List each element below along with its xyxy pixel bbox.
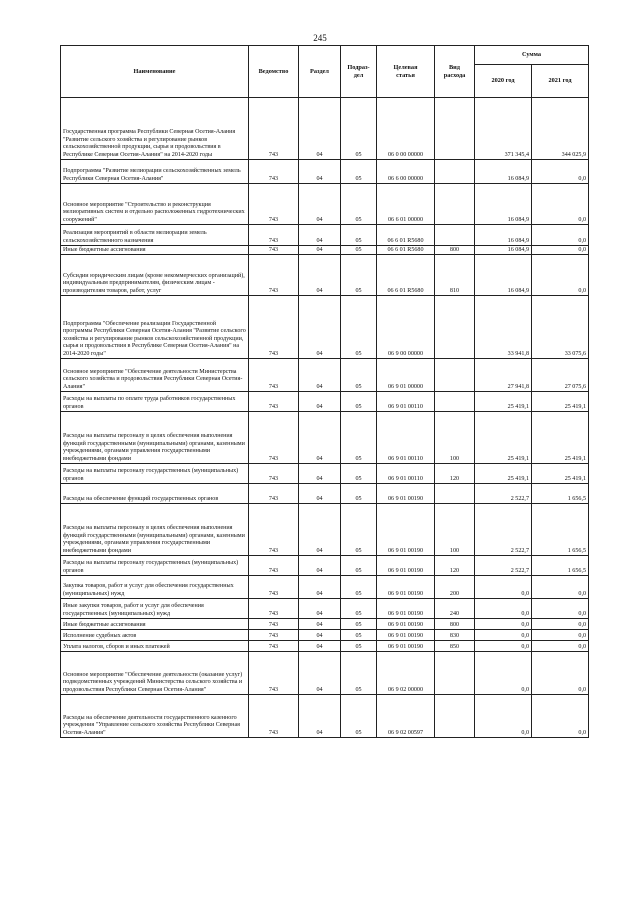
table-cell-dept: 743 bbox=[249, 504, 299, 556]
table-cell-target: 06 6 01 00000 bbox=[377, 184, 435, 225]
table-cell-target: 06 9 01 00190 bbox=[377, 619, 435, 630]
header-subsection: Подраз- дел bbox=[341, 46, 377, 98]
table-cell-subsection: 05 bbox=[341, 392, 377, 412]
table-cell-2021: 0,0 bbox=[532, 599, 589, 619]
table-cell-2021: 0,0 bbox=[532, 160, 589, 184]
table-cell-section: 04 bbox=[299, 255, 341, 296]
table-cell-section: 04 bbox=[299, 695, 341, 738]
table-cell-section: 04 bbox=[299, 599, 341, 619]
table-cell-section: 04 bbox=[299, 619, 341, 630]
table-cell-2021: 0,0 bbox=[532, 184, 589, 225]
table-cell-subsection: 05 bbox=[341, 576, 377, 599]
table-row bbox=[61, 630, 589, 641]
table-cell-exp-type: 800 bbox=[435, 619, 475, 630]
header-dept: Ведомство bbox=[249, 46, 299, 98]
table-cell-2020: 2 522,7 bbox=[475, 504, 532, 556]
table-cell-dept: 743 bbox=[249, 464, 299, 484]
table-cell-target: 06 9 01 00000 bbox=[377, 359, 435, 392]
table-cell-exp-type: 240 bbox=[435, 599, 475, 619]
table-cell-2021: 0,0 bbox=[532, 641, 589, 652]
table-cell-2021: 33 075,6 bbox=[532, 296, 589, 359]
table-cell-target: 06 9 01 00110 bbox=[377, 412, 435, 464]
table-cell-target: 06 9 01 00110 bbox=[377, 464, 435, 484]
table-cell-exp-type: 100 bbox=[435, 504, 475, 556]
table-cell-dept: 743 bbox=[249, 641, 299, 652]
table-cell-name: Основное мероприятие "Строительство и реконструкция мелиоративных систем и отдельно расположенных гидротехнических сооружений" bbox=[61, 184, 249, 225]
table-cell-2020: 27 941,8 bbox=[475, 359, 532, 392]
table-cell-2020: 0,0 bbox=[475, 619, 532, 630]
table-cell-section: 04 bbox=[299, 246, 341, 255]
table-cell-target: 06 9 01 00190 bbox=[377, 599, 435, 619]
table-cell-exp-type: 120 bbox=[435, 464, 475, 484]
table-cell-section: 04 bbox=[299, 576, 341, 599]
table-cell-section: 04 bbox=[299, 184, 341, 225]
table-cell-exp-type: 200 bbox=[435, 576, 475, 599]
table-cell-subsection: 05 bbox=[341, 255, 377, 296]
table-cell-2020: 25 419,1 bbox=[475, 464, 532, 484]
table-cell-subsection: 05 bbox=[341, 412, 377, 464]
table-cell-target: 06 6 01 R5680 bbox=[377, 225, 435, 246]
table-cell-2020: 25 419,1 bbox=[475, 392, 532, 412]
table-cell-dept: 743 bbox=[249, 556, 299, 576]
table-cell-2021: 0,0 bbox=[532, 225, 589, 246]
table-cell-exp-type: 120 bbox=[435, 556, 475, 576]
table-cell-exp-type: 810 bbox=[435, 255, 475, 296]
table-cell-2020: 0,0 bbox=[475, 630, 532, 641]
table-cell-exp-type bbox=[435, 160, 475, 184]
table-row bbox=[61, 599, 589, 619]
table-cell-dept: 743 bbox=[249, 225, 299, 246]
table-cell-dept: 743 bbox=[249, 296, 299, 359]
table-cell-exp-type bbox=[435, 184, 475, 225]
table-row bbox=[61, 246, 589, 255]
table-cell-dept: 743 bbox=[249, 576, 299, 599]
table-cell-2020: 16 084,9 bbox=[475, 225, 532, 246]
table-cell-name: Иные закупки товаров, работ и услуг для обеспечения государственных (муниципальных) нужд bbox=[61, 599, 249, 619]
table-cell-target: 06 9 02 00597 bbox=[377, 695, 435, 738]
header-2021: 2021 год bbox=[532, 65, 589, 98]
table-cell-exp-type: 800 bbox=[435, 246, 475, 255]
table-cell-name: Расходы на выплаты персоналу в целях обеспечения выполнения функций государственными (муниципальными) органами, казенными учреждениями, органами управления государственными внебюджетными фондами bbox=[61, 504, 249, 556]
table-cell-subsection: 05 bbox=[341, 695, 377, 738]
table-cell-section: 04 bbox=[299, 160, 341, 184]
table-cell-section: 04 bbox=[299, 225, 341, 246]
table-body bbox=[61, 98, 589, 738]
table-cell-subsection: 05 bbox=[341, 296, 377, 359]
table-cell-2021: 0,0 bbox=[532, 652, 589, 695]
table-cell-name: Государственная программа Республики Северная Осетия-Алания "Развитие сельского хозяйства и регулирование рынков сельскохозяйственной продукции, сырья и продовольствия в Республике Северная Осетия-Алания" на 2014-2020 годы bbox=[61, 98, 249, 160]
table-cell-2020: 0,0 bbox=[475, 599, 532, 619]
table-cell-name: Реализация мероприятий в области мелиорации земель сельскохозяйственного назначения bbox=[61, 225, 249, 246]
table-cell-dept: 743 bbox=[249, 630, 299, 641]
table-cell-dept: 743 bbox=[249, 98, 299, 160]
page-number: 245 bbox=[313, 33, 327, 43]
table-cell-exp-type bbox=[435, 392, 475, 412]
table-cell-name: Основное мероприятие "Обеспечение деятельности Министерства сельского хозяйства и продовольствия Республики Северная Осетия-Алания" bbox=[61, 359, 249, 392]
table-cell-subsection: 05 bbox=[341, 246, 377, 255]
table-cell-section: 04 bbox=[299, 652, 341, 695]
table-cell-target: 06 9 01 00190 bbox=[377, 576, 435, 599]
table-cell-subsection: 05 bbox=[341, 556, 377, 576]
table-cell-2021: 25 419,1 bbox=[532, 412, 589, 464]
table-cell-target: 06 0 00 00000 bbox=[377, 98, 435, 160]
table-cell-section: 04 bbox=[299, 392, 341, 412]
table-cell-section: 04 bbox=[299, 484, 341, 504]
table-cell-exp-type bbox=[435, 484, 475, 504]
table-cell-2020: 2 522,7 bbox=[475, 556, 532, 576]
table-row bbox=[61, 641, 589, 652]
table-cell-2021: 0,0 bbox=[532, 630, 589, 641]
table-cell-section: 04 bbox=[299, 641, 341, 652]
table-row bbox=[61, 652, 589, 695]
table-cell-2021: 0,0 bbox=[532, 619, 589, 630]
table-cell-subsection: 05 bbox=[341, 504, 377, 556]
header-section: Раздел bbox=[299, 46, 341, 98]
table-row bbox=[61, 184, 589, 225]
table-cell-2020: 2 522,7 bbox=[475, 484, 532, 504]
table-cell-target: 06 9 01 00110 bbox=[377, 392, 435, 412]
table-cell-name: Расходы на выплаты персоналу государственных (муниципальных) органов bbox=[61, 556, 249, 576]
table-cell-2020: 0,0 bbox=[475, 641, 532, 652]
table-cell-2021: 25 419,1 bbox=[532, 464, 589, 484]
table-cell-exp-type: 830 bbox=[435, 630, 475, 641]
header-target: Целевая статья bbox=[377, 46, 435, 98]
table-cell-section: 04 bbox=[299, 630, 341, 641]
table-cell-subsection: 05 bbox=[341, 464, 377, 484]
table-cell-section: 04 bbox=[299, 556, 341, 576]
table-row bbox=[61, 296, 589, 359]
table-cell-subsection: 05 bbox=[341, 599, 377, 619]
table-row bbox=[61, 98, 589, 160]
table-cell-2020: 371 345,4 bbox=[475, 98, 532, 160]
table-cell-dept: 743 bbox=[249, 160, 299, 184]
table-cell-name: Подпрограмма "Развитие мелиорации сельскохозяйственных земель Республики Северная Осетия-Алания" bbox=[61, 160, 249, 184]
table-row bbox=[61, 619, 589, 630]
table-cell-subsection: 05 bbox=[341, 641, 377, 652]
table-cell-dept: 743 bbox=[249, 619, 299, 630]
table-cell-name: Уплата налогов, сборов и иных платежей bbox=[61, 641, 249, 652]
table-cell-2021: 1 656,5 bbox=[532, 556, 589, 576]
table-cell-2021: 0,0 bbox=[532, 255, 589, 296]
table-cell-section: 04 bbox=[299, 296, 341, 359]
header-name: Наименование bbox=[61, 46, 249, 98]
table-cell-name: Закупка товаров, работ и услуг для обеспечения государственных (муниципальных) нужд bbox=[61, 576, 249, 599]
table-cell-target: 06 6 01 R5680 bbox=[377, 246, 435, 255]
table-cell-dept: 743 bbox=[249, 412, 299, 464]
table-cell-exp-type bbox=[435, 359, 475, 392]
table-row bbox=[61, 225, 589, 246]
table-cell-2021: 0,0 bbox=[532, 695, 589, 738]
table-cell-2020: 16 084,9 bbox=[475, 255, 532, 296]
table-cell-2020: 0,0 bbox=[475, 652, 532, 695]
table-cell-subsection: 05 bbox=[341, 225, 377, 246]
table-cell-subsection: 05 bbox=[341, 98, 377, 160]
table-cell-dept: 743 bbox=[249, 246, 299, 255]
table-cell-section: 04 bbox=[299, 98, 341, 160]
table-row bbox=[61, 412, 589, 464]
table-cell-section: 04 bbox=[299, 359, 341, 392]
table-cell-2021: 1 656,5 bbox=[532, 484, 589, 504]
table-cell-2021: 1 656,5 bbox=[532, 504, 589, 556]
table-row bbox=[61, 695, 589, 738]
table-cell-section: 04 bbox=[299, 504, 341, 556]
table-cell-dept: 743 bbox=[249, 599, 299, 619]
header-exp-type: Вид расхода bbox=[435, 46, 475, 98]
table-cell-2020: 16 084,9 bbox=[475, 246, 532, 255]
table-cell-target: 06 9 01 00190 bbox=[377, 504, 435, 556]
table-row bbox=[61, 484, 589, 504]
table-cell-name: Иные бюджетные ассигнования bbox=[61, 619, 249, 630]
table-cell-dept: 743 bbox=[249, 359, 299, 392]
table-cell-subsection: 05 bbox=[341, 484, 377, 504]
table-cell-target: 06 9 02 00000 bbox=[377, 652, 435, 695]
table-cell-2021: 0,0 bbox=[532, 246, 589, 255]
table-row bbox=[61, 464, 589, 484]
table-cell-subsection: 05 bbox=[341, 619, 377, 630]
table-cell-2021: 25 419,1 bbox=[532, 392, 589, 412]
table-cell-2021: 344 025,9 bbox=[532, 98, 589, 160]
table-cell-section: 04 bbox=[299, 464, 341, 484]
table-row bbox=[61, 255, 589, 296]
table-cell-dept: 743 bbox=[249, 392, 299, 412]
table-cell-exp-type bbox=[435, 225, 475, 246]
table-cell-section: 04 bbox=[299, 412, 341, 464]
budget-table bbox=[60, 45, 589, 738]
table-cell-subsection: 05 bbox=[341, 184, 377, 225]
table-cell-dept: 743 bbox=[249, 484, 299, 504]
table-cell-2020: 33 941,8 bbox=[475, 296, 532, 359]
table-cell-exp-type: 100 bbox=[435, 412, 475, 464]
table-cell-subsection: 05 bbox=[341, 652, 377, 695]
table-cell-name: Расходы на обеспечение деятельности государственного казенного учреждения "Управление сельского хозяйства Республики Северная Осетия-Алания" bbox=[61, 695, 249, 738]
table-cell-2020: 25 419,1 bbox=[475, 412, 532, 464]
table-cell-exp-type bbox=[435, 296, 475, 359]
table-cell-dept: 743 bbox=[249, 695, 299, 738]
table-cell-2020: 0,0 bbox=[475, 576, 532, 599]
table-row bbox=[61, 576, 589, 599]
table-cell-exp-type bbox=[435, 695, 475, 738]
table-cell-dept: 743 bbox=[249, 255, 299, 296]
table-cell-target: 06 9 01 00190 bbox=[377, 630, 435, 641]
table-cell-subsection: 05 bbox=[341, 160, 377, 184]
table-cell-target: 06 9 01 00190 bbox=[377, 641, 435, 652]
table-cell-target: 06 9 00 00000 bbox=[377, 296, 435, 359]
table-cell-2020: 0,0 bbox=[475, 695, 532, 738]
header-sum: Сумма bbox=[475, 46, 589, 65]
table-row bbox=[61, 504, 589, 556]
table-cell-name: Основное мероприятие "Обеспечение деятельности (оказание услуг) подведомственных учреждений Министерства сельского хозяйства и продовольствия Республики Северная Осетия-Алания" bbox=[61, 652, 249, 695]
table-cell-target: 06 6 01 R5680 bbox=[377, 255, 435, 296]
table-cell-name: Иные бюджетные ассигнования bbox=[61, 246, 249, 255]
table-row bbox=[61, 392, 589, 412]
table-cell-exp-type bbox=[435, 652, 475, 695]
table-cell-dept: 743 bbox=[249, 652, 299, 695]
table-cell-subsection: 05 bbox=[341, 630, 377, 641]
table-row bbox=[61, 359, 589, 392]
table-cell-dept: 743 bbox=[249, 184, 299, 225]
header-2020: 2020 год bbox=[475, 65, 532, 98]
table-cell-target: 06 9 01 00190 bbox=[377, 484, 435, 504]
table-cell-name: Субсидии юридическим лицам (кроме некоммерческих организаций), индивидуальным предпринимателям, физическим лицам - производителям товаров, работ, услуг bbox=[61, 255, 249, 296]
table-row bbox=[61, 160, 589, 184]
table-cell-name: Расходы на выплаты по оплате труда работников государственных органов bbox=[61, 392, 249, 412]
table-cell-name: Расходы на выплаты персоналу в целях обеспечения выполнения функций государственными (муниципальными) органами, казенными учреждениями, органами управления государственными внебюджетными фондами bbox=[61, 412, 249, 464]
table-cell-2020: 16 084,9 bbox=[475, 184, 532, 225]
table-cell-exp-type: 850 bbox=[435, 641, 475, 652]
table-cell-target: 06 6 00 00000 bbox=[377, 160, 435, 184]
table-row bbox=[61, 556, 589, 576]
table-cell-subsection: 05 bbox=[341, 359, 377, 392]
table-cell-exp-type bbox=[435, 98, 475, 160]
table-cell-2021: 27 075,6 bbox=[532, 359, 589, 392]
table-cell-name: Расходы на выплаты персоналу государственных (муниципальных) органов bbox=[61, 464, 249, 484]
table-cell-name: Расходы на обеспечение функций государственных органов bbox=[61, 484, 249, 504]
table-cell-name: Подпрограмма "Обеспечение реализации Государственной программы Республики Северная Осетия-Алания "Развитие сельского хозяйства и регулирование рынков сельскохозяйственной продукции, сырья и продовольствия в Республике Северная Осетия-Алания" на 2014-2020 годы" bbox=[61, 296, 249, 359]
table-cell-name: Исполнение судебных актов bbox=[61, 630, 249, 641]
table-cell-target: 06 9 01 00190 bbox=[377, 556, 435, 576]
table-cell-2021: 0,0 bbox=[532, 576, 589, 599]
table-cell-2020: 16 084,9 bbox=[475, 160, 532, 184]
